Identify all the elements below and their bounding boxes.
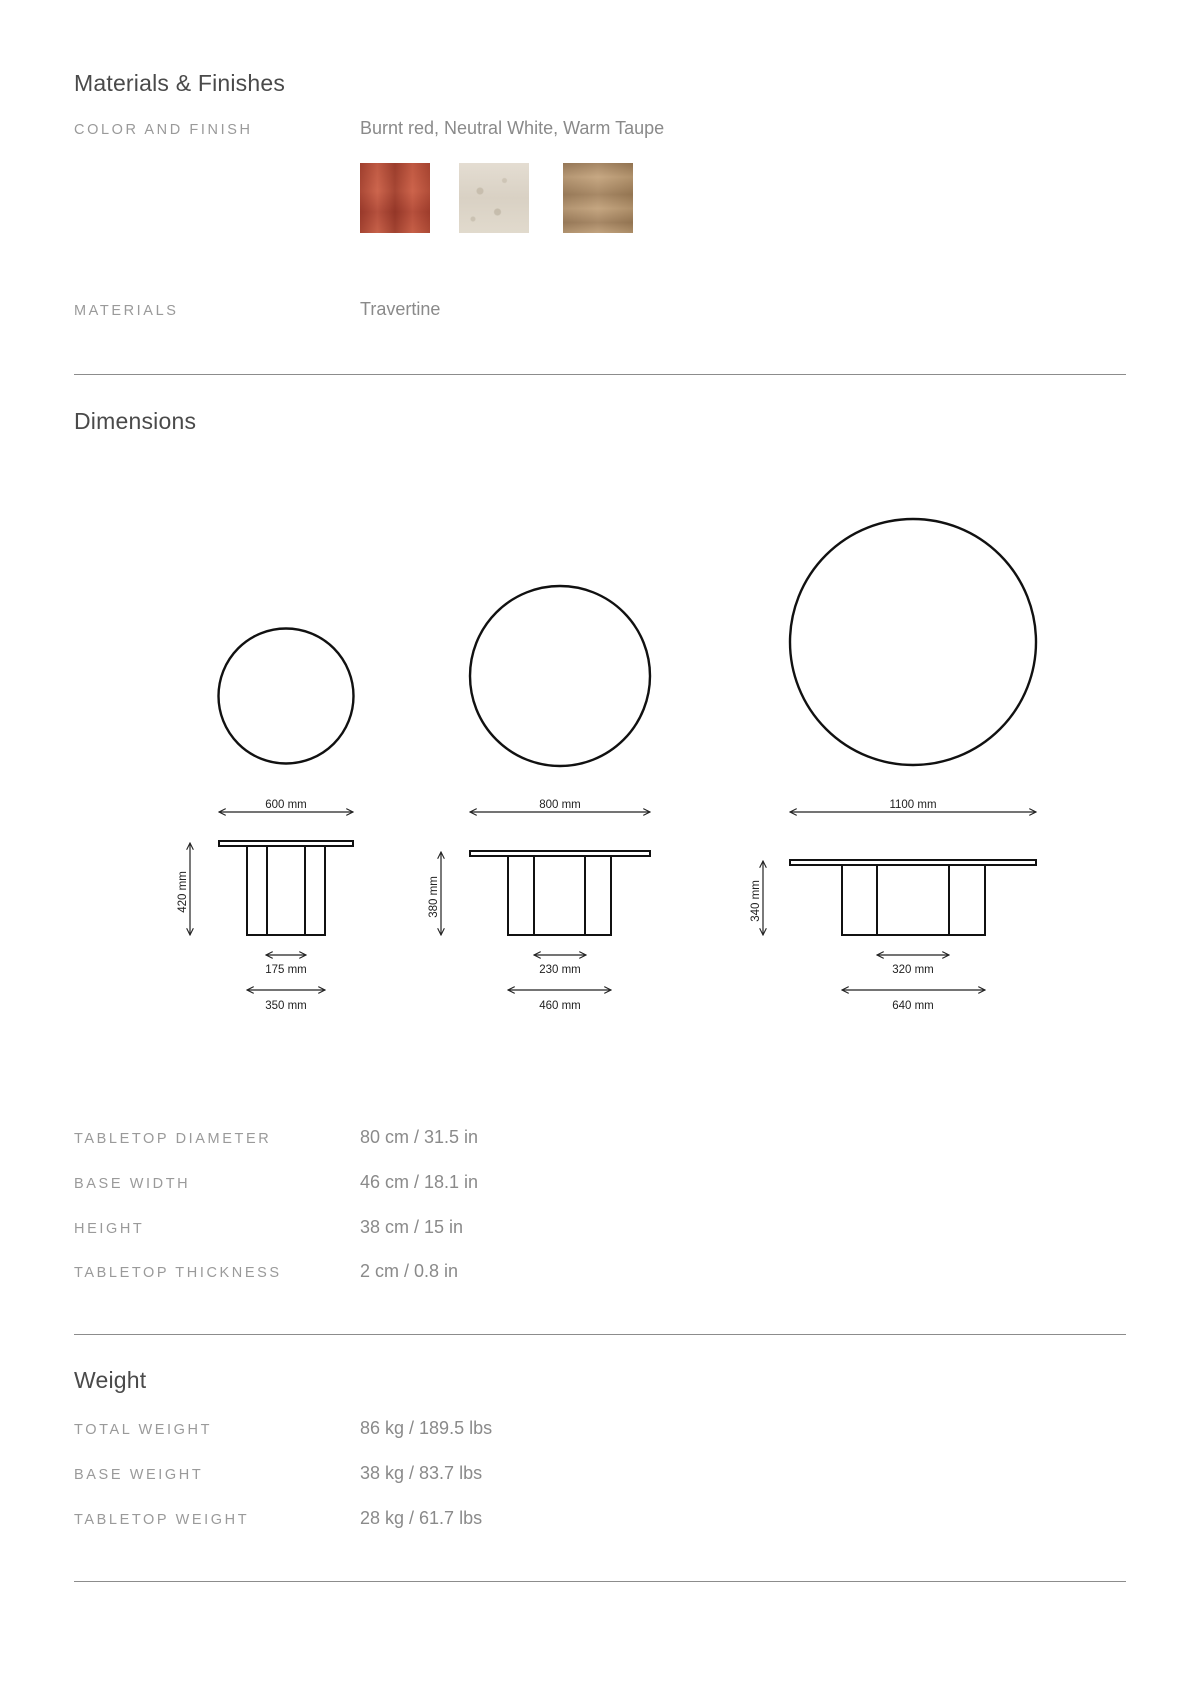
diameter-label-small: 600 mm <box>265 799 307 811</box>
dimensions-section-title: Dimensions <box>74 408 197 434</box>
base-elevation-medium <box>508 856 611 935</box>
table-drawing-medium <box>428 586 650 1012</box>
divider <box>74 1334 1126 1335</box>
height-label-large: 340 mm <box>750 880 762 922</box>
spec-value-total-weight: 86 kg / 189.5 lbs <box>360 1418 493 1438</box>
spec-label-tabletop-weight: TABLETOP WEIGHT <box>74 1512 250 1528</box>
base-label-medium: 460 mm <box>539 1000 581 1012</box>
spec-value-height: 38 cm / 15 in <box>360 1217 464 1237</box>
tabletop-plan-large <box>790 519 1036 765</box>
spec-value-base-weight: 38 kg / 83.7 lbs <box>360 1463 483 1483</box>
divider <box>74 1581 1126 1582</box>
height-label-small: 420 mm <box>177 871 189 913</box>
spec-label-tabletop-diameter: TABLETOP DIAMETER <box>74 1131 272 1147</box>
tabletop-plan-medium <box>470 586 650 766</box>
column-label-large: 320 mm <box>892 964 934 976</box>
materials-value: Travertine <box>360 299 441 319</box>
spec-value-base-width: 46 cm / 18.1 in <box>360 1172 479 1192</box>
color-finish-label: COLOR AND FINISH <box>74 122 253 138</box>
spec-label-height: HEIGHT <box>74 1221 145 1237</box>
spec-label-base-weight: BASE WEIGHT <box>74 1467 204 1483</box>
tabletop-plan-small <box>219 629 354 764</box>
spec-value-tabletop-thickness: 2 cm / 0.8 in <box>360 1261 459 1281</box>
materials-label: MATERIALS <box>74 303 179 319</box>
diameter-label-medium: 800 mm <box>539 799 581 811</box>
height-label-medium: 380 mm <box>428 876 440 918</box>
materials-section-title: Materials & Finishes <box>74 70 286 96</box>
table-drawing-small <box>177 629 354 1013</box>
column-label-small: 175 mm <box>265 964 307 976</box>
spec-label-base-width: BASE WIDTH <box>74 1176 191 1192</box>
column-label-medium: 230 mm <box>539 964 581 976</box>
base-label-small: 350 mm <box>265 1000 307 1012</box>
spec-value-tabletop-weight: 28 kg / 61.7 lbs <box>360 1508 483 1528</box>
base-label-large: 640 mm <box>892 1000 934 1012</box>
spec-label-total-weight: TOTAL WEIGHT <box>74 1422 213 1438</box>
spec-label-tabletop-thickness: TABLETOP THICKNESS <box>74 1265 282 1281</box>
weight-section-title: Weight <box>74 1367 147 1393</box>
base-elevation-large <box>842 865 985 935</box>
base-elevation-small <box>247 846 325 935</box>
color-finish-value: Burnt red, Neutral White, Warm Taupe <box>360 118 665 138</box>
table-drawing-large <box>750 519 1036 1012</box>
diameter-label-large: 1100 mm <box>889 799 937 811</box>
spec-value-tabletop-diameter: 80 cm / 31.5 in <box>360 1127 479 1147</box>
